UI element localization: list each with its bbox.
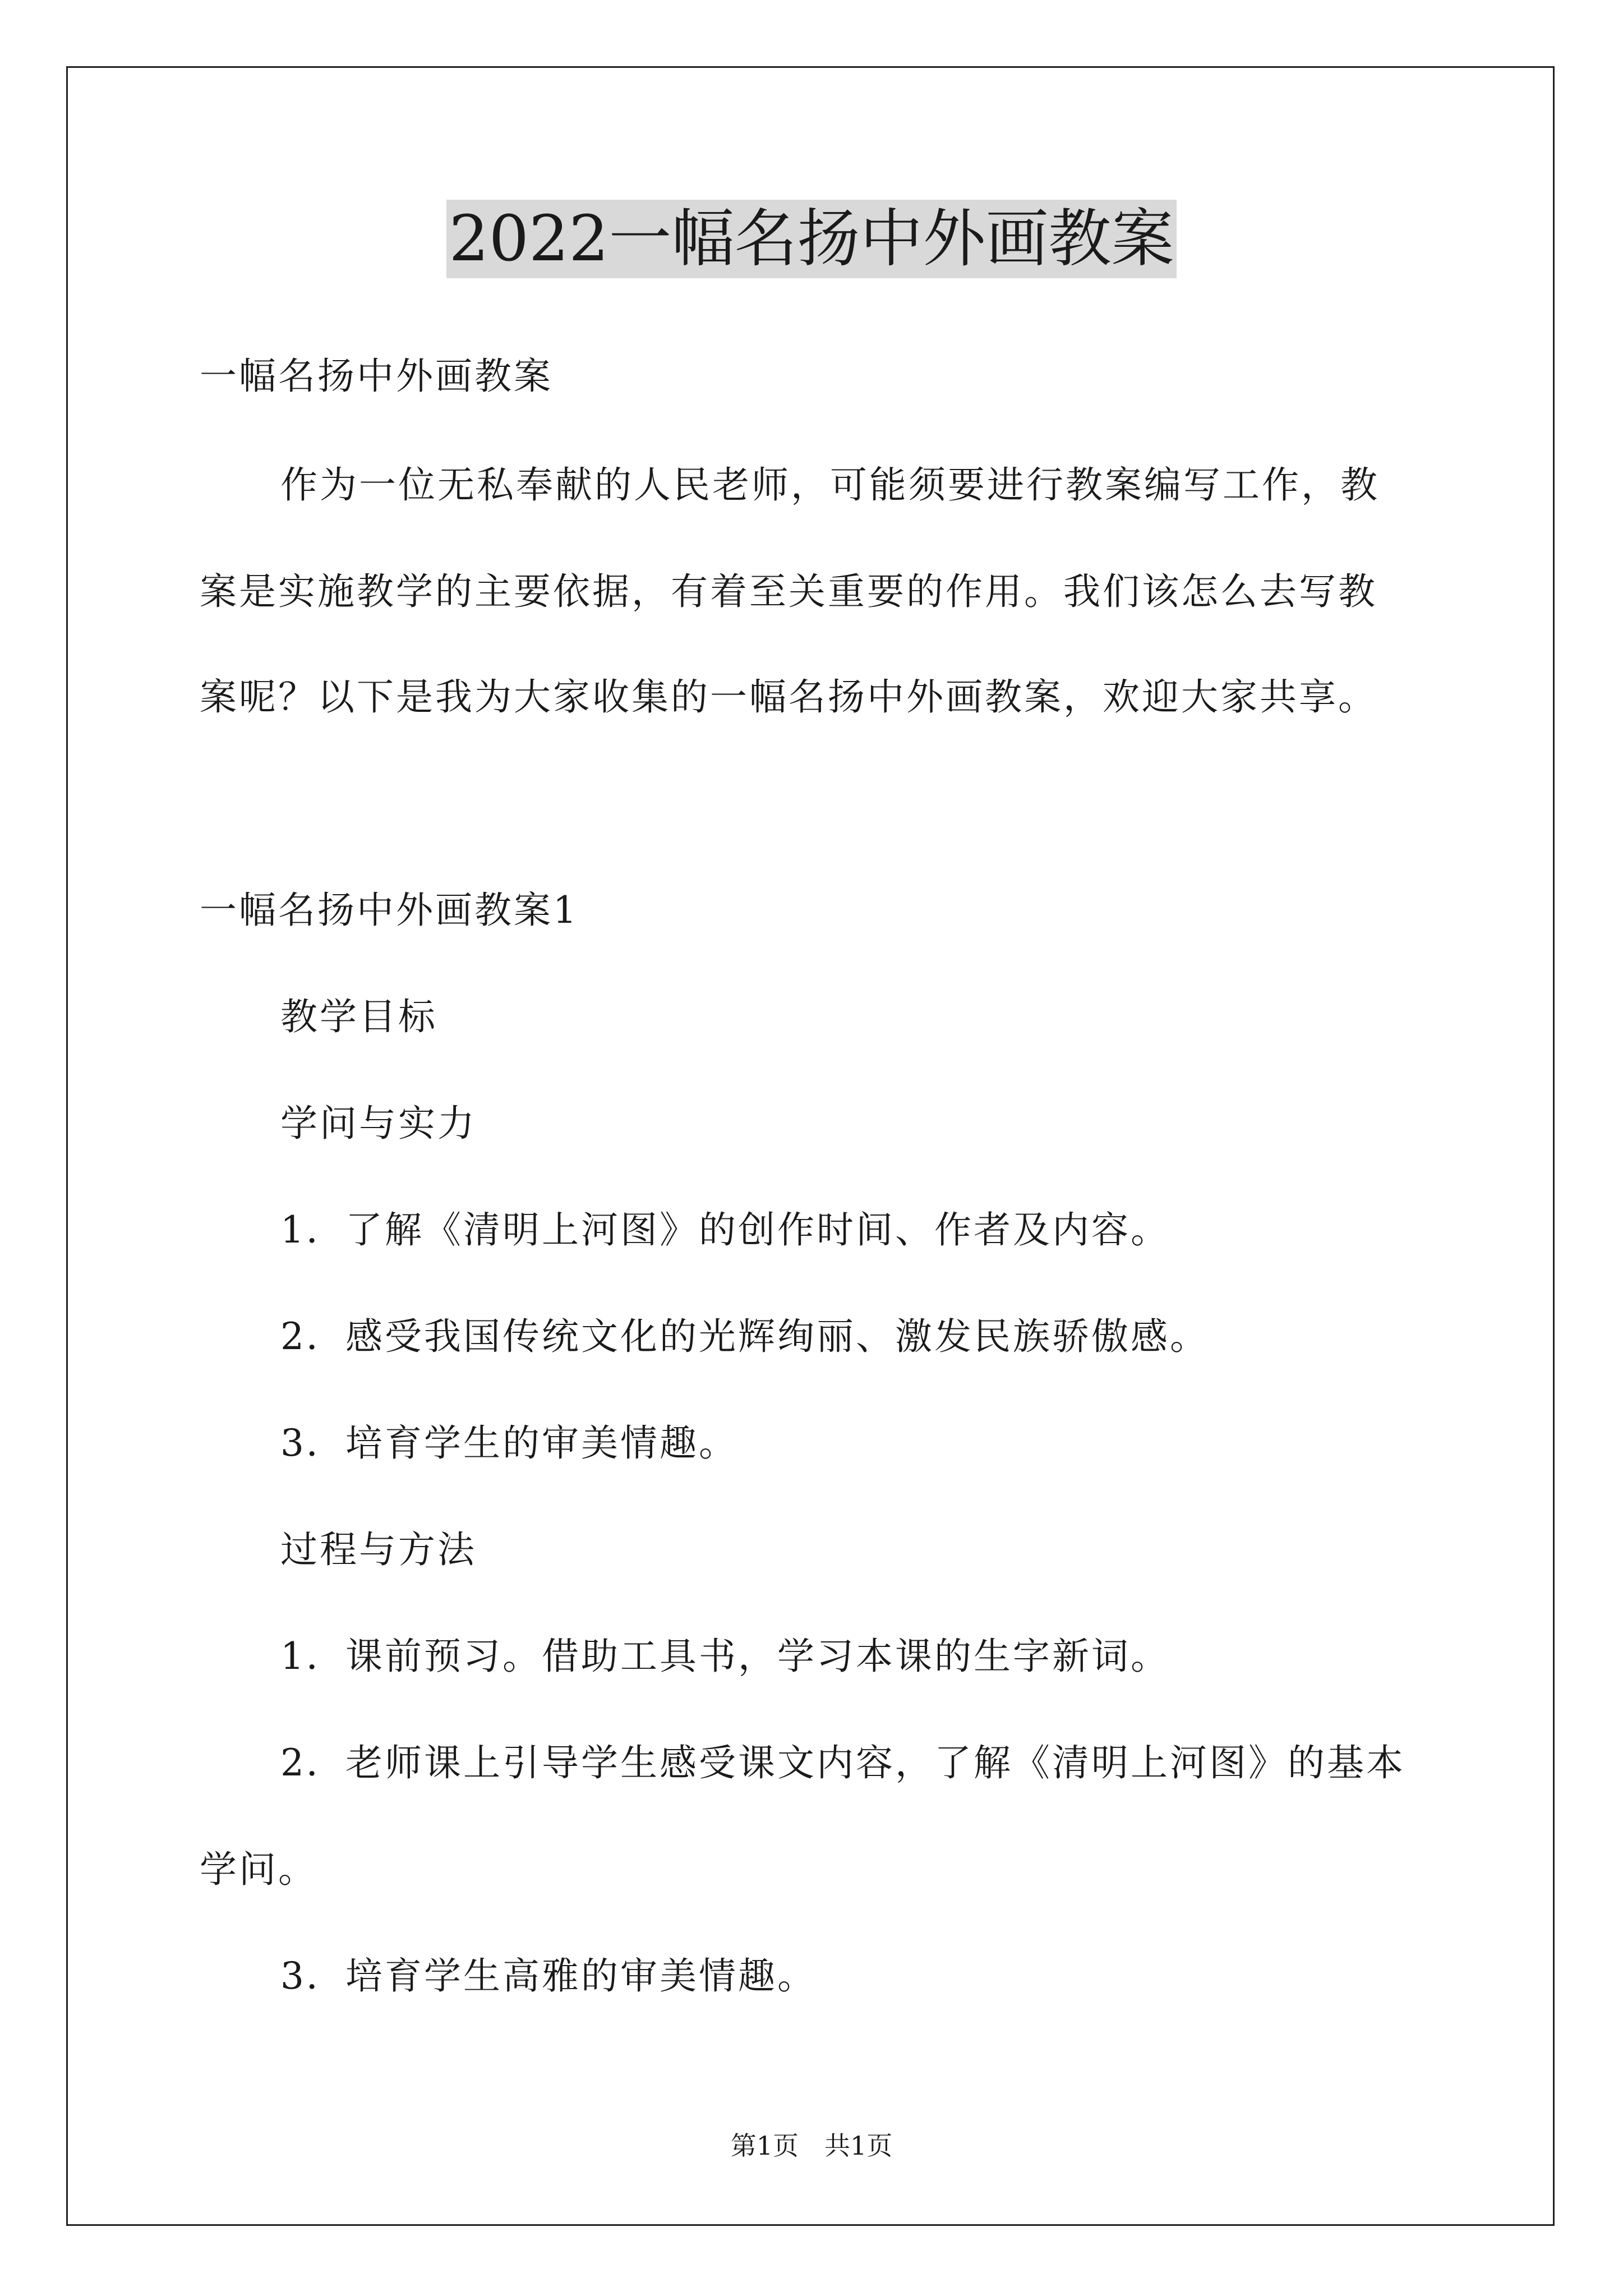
heading-process: 过程与方法 [280,1528,477,1571]
list-item: 3．培育学生的审美情趣。 [280,1421,738,1465]
heading-teaching-goals: 教学目标 [280,995,437,1038]
intro-line-2: 案是实施教学的主要依据，有着至关重要的作用。我们该怎么去写教 [200,570,1377,613]
heading-knowledge: 学问与实力 [280,1102,477,1145]
page-number-footer: 第1页 共1页 [730,2131,893,2161]
list-item: 2．感受我国传统文化的光辉绚丽、激发民族骄傲感。 [280,1315,1209,1358]
document-title: 2022一幅名扬中外画教案 [446,200,1176,278]
intro-line-1: 作为一位无私奉献的人民老师，可能须要进行教案编写工作，教 [280,463,1380,507]
list-item: 3．培育学生高雅的审美情趣。 [280,1954,817,1998]
list-item: 1．课前预习。借助工具书，学习本课的生字新词。 [280,1635,1170,1678]
title-container [0,200,1623,278]
subtitle: 一幅名扬中外画教案 [200,355,553,398]
list-item-continuation: 学问。 [200,1848,317,1891]
intro-line-3: 案呢？以下是我为大家收集的一幅名扬中外画教案，欢迎大家共享。 [200,675,1377,719]
section-heading-1: 一幅名扬中外画教案1 [200,889,579,932]
list-item: 1．了解《清明上河图》的创作时间、作者及内容。 [280,1208,1170,1251]
list-item: 2．老师课上引导学生感受课文内容，了解《清明上河图》的基本 [280,1741,1405,1784]
